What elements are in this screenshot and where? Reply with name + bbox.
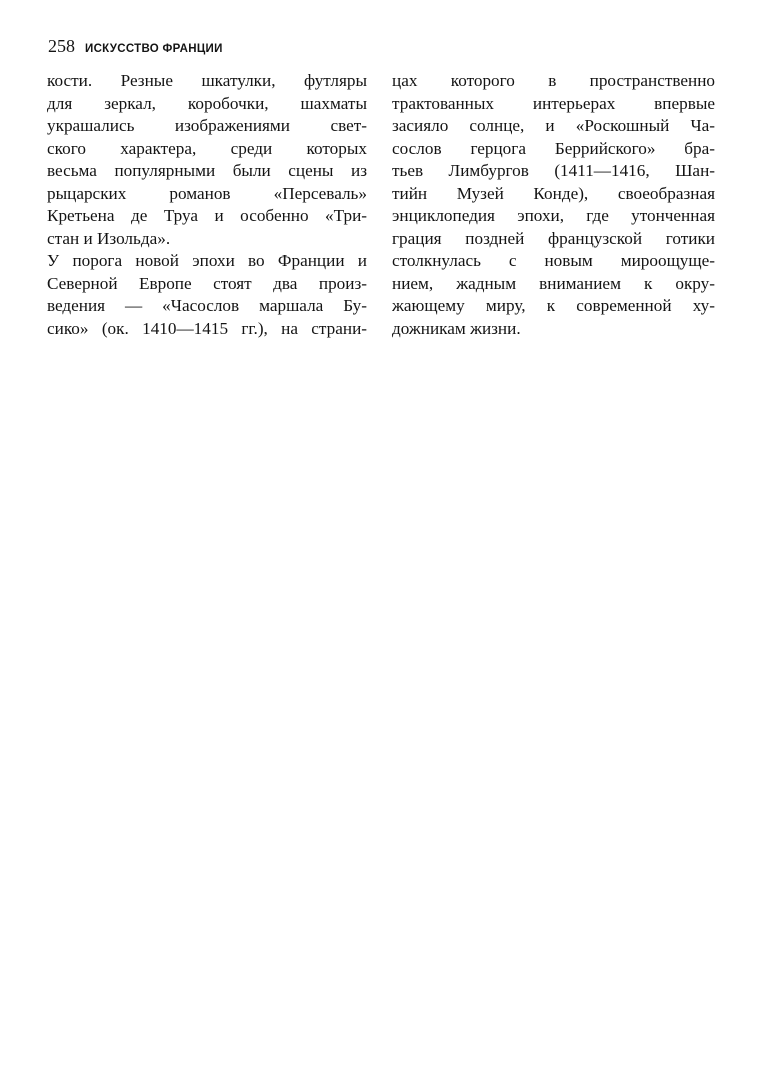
text-line: У порога новой эпохи во Франции и — [47, 251, 367, 270]
text-line: тьев Лимбургов (1411—1416, Шан- — [392, 161, 715, 180]
text-line: энциклопедия эпохи, где утонченная — [392, 206, 715, 225]
text-line: Северной Европе стоят два произ- — [47, 273, 367, 293]
text-line: грация поздней французской готики — [392, 228, 715, 248]
text-line: стан и Изольда». — [47, 228, 171, 248]
text-line: ского характера, среди которых — [47, 138, 367, 158]
text-line: цах которого в пространственно — [392, 71, 715, 90]
running-title: ИСКУССТВО ФРАНЦИИ — [85, 43, 223, 55]
text-line: кости. Резные шкатулки, футляры — [47, 71, 367, 90]
text-line: Кретьена де Труа и особенно «Три- — [47, 206, 367, 225]
text-line: для зеркал, коробочки, шахматы — [47, 93, 367, 113]
text-line: ведения — «Часослов маршала Бу- — [47, 296, 367, 315]
text-column-left — [47, 70, 367, 340]
text-line: весьма популярными были сцены из — [47, 161, 367, 180]
text-line: жающему миру, к современной ху- — [392, 296, 715, 315]
text-column-right — [392, 70, 715, 340]
text-line: тийн Музей Конде), своеобразная — [392, 183, 715, 203]
text-line: трактованных интерьерах впервые — [392, 93, 715, 113]
text-line: украшались изображениями свет- — [47, 116, 367, 135]
text-line: столкнулась с новым мироощуще- — [392, 251, 715, 270]
text-line: сико» (ок. 1410—1415 гг.), на страни- — [47, 318, 367, 338]
text-line: дожникам жизни. — [392, 318, 521, 338]
text-line: нием, жадным вниманием к окру- — [392, 273, 715, 293]
text-line: засияло солнце, и «Роскошный Ча- — [392, 116, 715, 135]
text-line: сослов герцога Беррийского» бра- — [392, 138, 715, 158]
text-line: рыцарских романов «Персеваль» — [47, 183, 367, 203]
page-number: 258 — [48, 36, 75, 56]
running-head — [48, 36, 223, 56]
